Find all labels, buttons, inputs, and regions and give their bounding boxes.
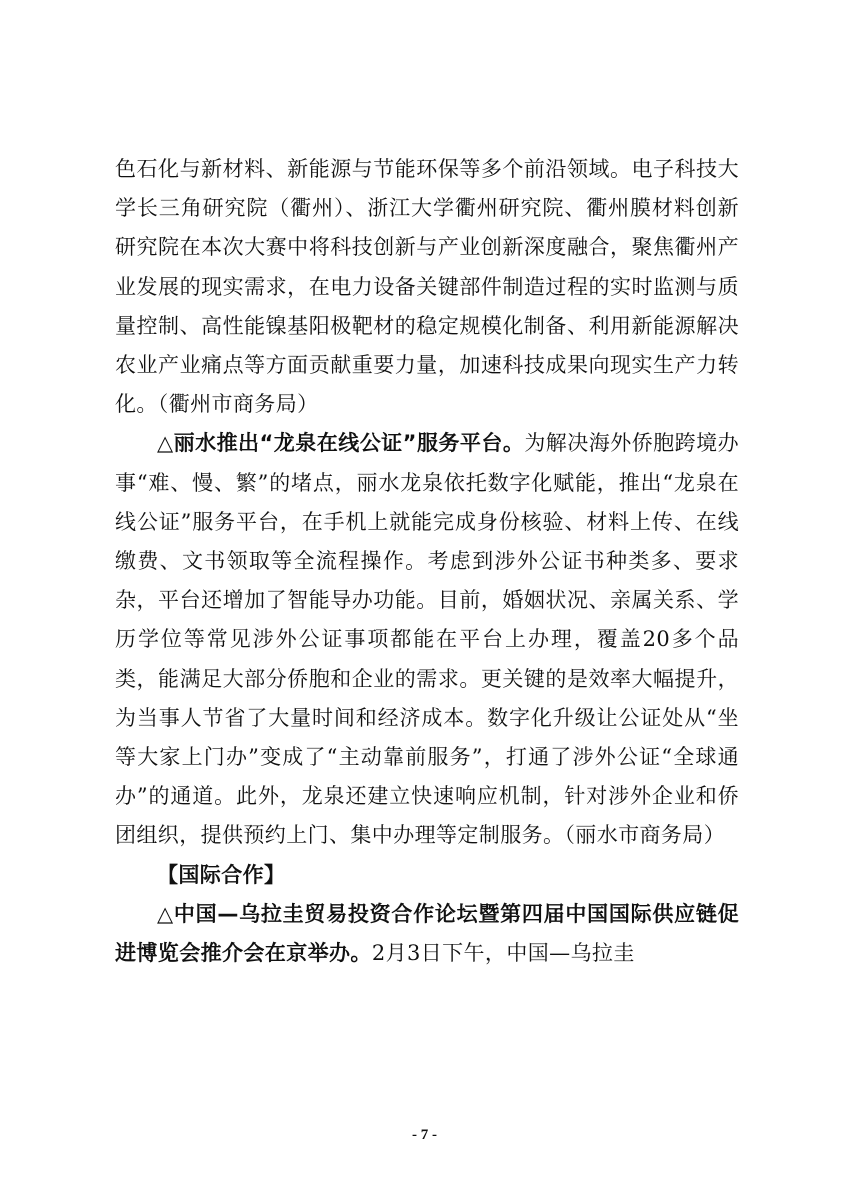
paragraph-quzhou-continuation — [115, 150, 739, 424]
paragraph-text: 为解决海外侨胞跨境办事“难、慢、繁”的堵点，丽水龙泉依托数字化赋能，推出“龙泉在线公证”服务平台，在手机上就能完成身份核验、材料上传、在线缴费、文书领取等全流程操作。考虑到涉外公证书种类多、要求杂，平台还增加了智能导办功能。目前，婚姻状况、亲属关系、学历学位等常见涉外公证事项都能在平台上办理，覆盖20多个品类，能满足大部分侨胞和企业的需求。更关键的是效率大幅提升，为当事人节省了大量时间和经济成本。数字化升级让公证处从“坐等大家上门办”变成了“主动靠前服务”，打通了涉外公证“全球通办”的通道。此外，龙泉还建立快速响应机制，针对涉外企业和侨团组织，提供预约上门、集中办理等定制服务。（丽水市商务局） — [115, 431, 740, 848]
section-heading-international-cooperation: 【国际合作】 — [157, 862, 286, 887]
document-body — [115, 150, 739, 973]
page-number: - 7 - — [412, 1127, 437, 1143]
paragraph-text: 2月3日下午，中国—乌拉圭 — [371, 941, 635, 966]
paragraph-text: 色石化与新材料、新能源与节能环保等多个前沿领域。电子科技大学长三角研究院（衢州）、浙江大学衢州研究院、衢州膜材料创新研究院在本次大赛中将科技创新与产业创新深度融合，聚焦衢州产业发展的现实需求，在电力设备关键部件制造过程的实时监测与质量控制、高性能镍基阳极靶材的稳定规模化制备、利用新能源解决农业产业痛点等方面贡献重要力量，加速科技成果向现实生产力转化。（衢州市商务局） — [115, 157, 739, 417]
paragraph-china-uruguay-forum — [115, 895, 739, 973]
paragraph-lishui-notary — [115, 424, 739, 855]
paragraph-lead-title: △中国—乌拉圭贸易投资合作论坛暨第四届中国国际供应链促进博览会推介会在京举办。 — [115, 901, 739, 966]
paragraph-lead-title: △丽水推出“龙泉在线公证”服务平台。 — [157, 431, 525, 456]
